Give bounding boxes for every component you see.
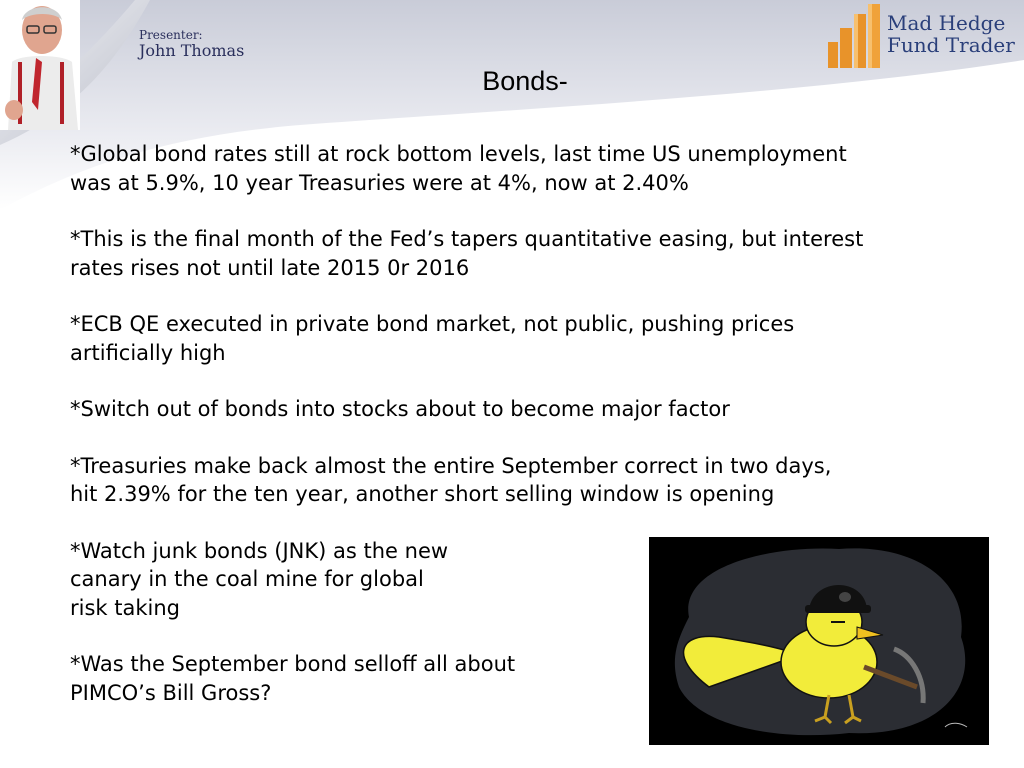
bullet-item: *Treasuries make back almost the entire September correct in two days, hit 2.39% for the ten year, another short selling window is opening [70,453,832,506]
logo-line-1: Mad Hedge [887,11,1006,35]
canary-miner-illustration [649,537,989,745]
bullet-item: *Global bond rates still at rock bottom levels, last time US unemployment was at 5.9%, 10 year Treasuries were at 4%, now at 2.40% [70,142,847,195]
presenter-label: Presenter: [139,28,203,42]
bullet-item: *Watch junk bonds (JNK) as the new canary in the coal mine for global risk taking [70,538,449,620]
canary-illustration-svg [649,537,989,745]
slide-title: Bonds- [482,66,568,96]
presenter-photo [0,0,80,130]
bar-chart-logo-icon [826,2,882,70]
presenter-name: John Thomas [139,41,245,60]
logo-wordmark [887,12,1015,56]
bullet-item: *This is the final month of the Fed’s tapers quantitative easing, but interest rates rises not until late 2015 0r 2016 [70,227,864,280]
bullet-item: *Was the September bond selloff all about PIMCO’s Bill Gross? [70,652,516,705]
bullet-item: *ECB QE executed in private bond market, not public, pushing prices artificially high [70,312,795,365]
bullet-item: *Switch out of bonds into stocks about to become major factor [70,397,730,421]
logo-line-2: Fund Trader [887,33,1015,57]
